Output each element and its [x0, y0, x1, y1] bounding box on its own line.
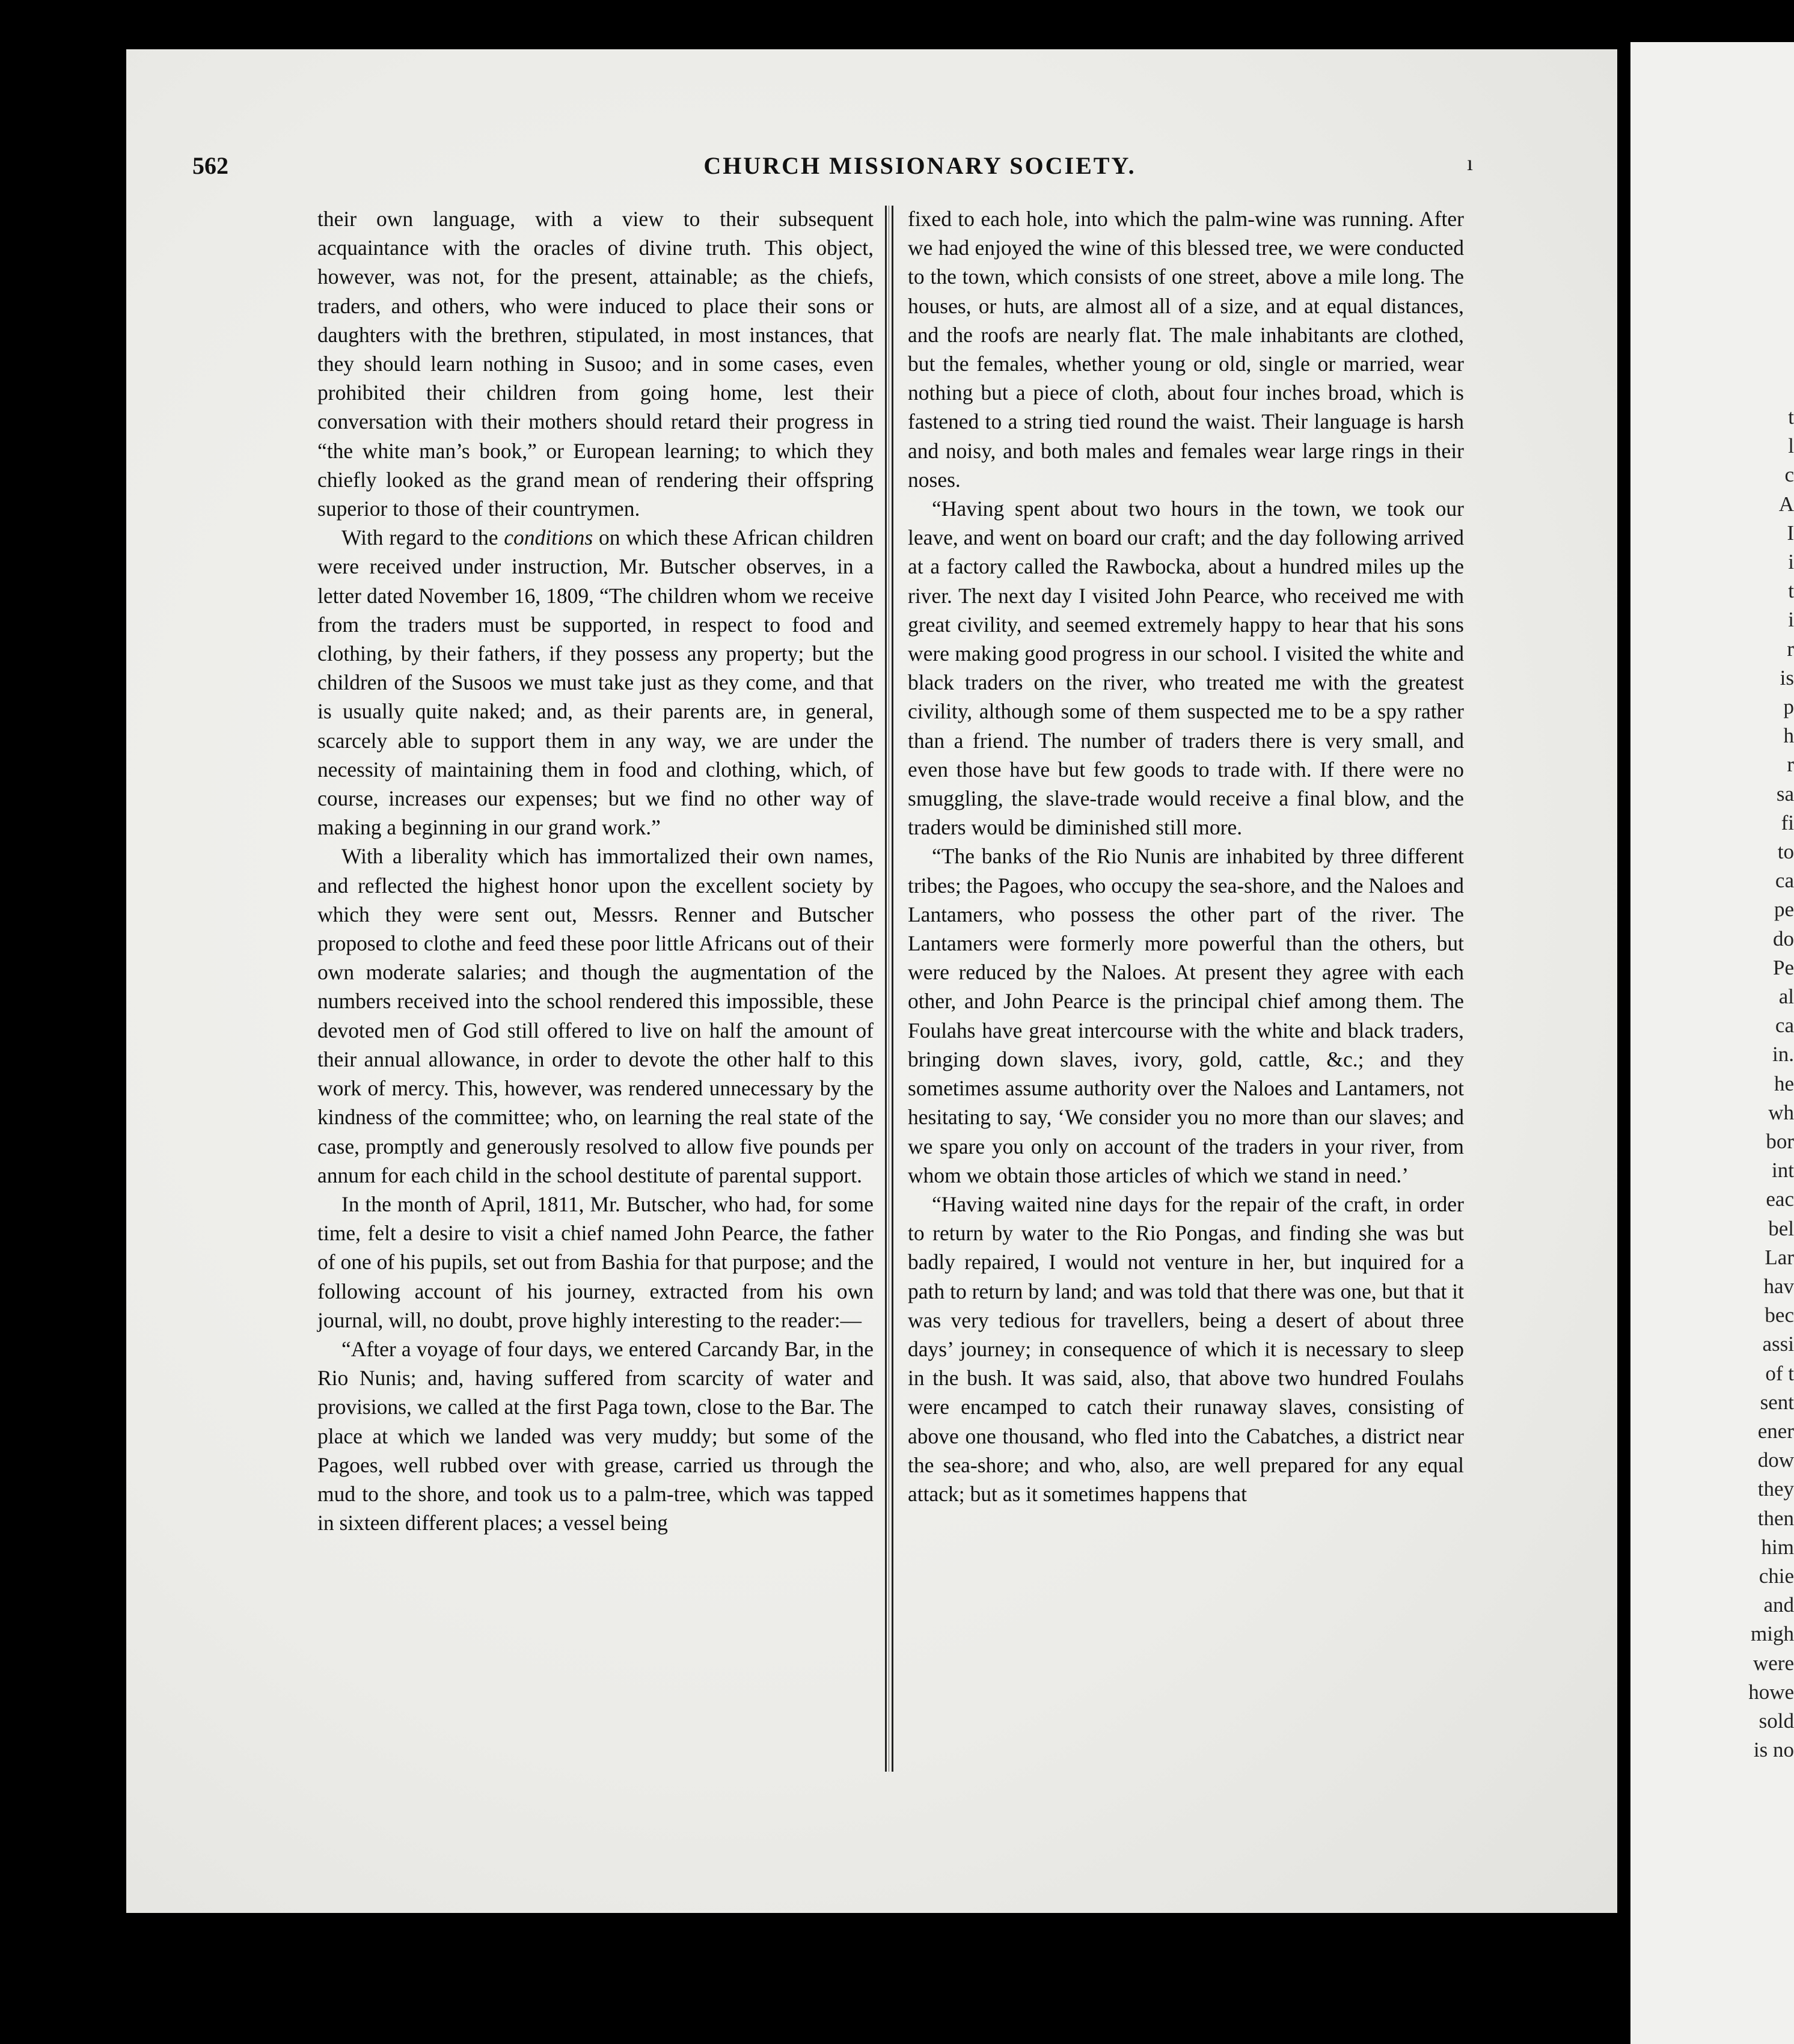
facing-page-fragment: is: [1780, 666, 1794, 690]
paragraph: “After a voyage of four days, we entered Carcandy Bar, in the Rio Nunis; and, having suffered from scarcity of water and provisions, we called at the first Paga town, close to the Bar. The place at which we landed was very muddy; but some of the Pagoes, well rubbed over with grease, carried us through the mud to the shore, and took us to a palm-tree, which was tapped in sixteen different places; a vessel being: [317, 1336, 874, 1535]
facing-page-fragment: do: [1773, 926, 1794, 950]
facing-page-fragment: c: [1784, 463, 1794, 487]
facing-page-fragment: to: [1777, 840, 1794, 863]
column-divider: [885, 206, 893, 1772]
facing-page-fragment: I: [1787, 521, 1794, 545]
paragraph: With a liberality which has immortalized their own names, and reflected the highest honor upon the excellent society by which they were sent out, Messrs. Renner and Butscher proposed to clothe and feed these poor little Africans out of their own moderate salaries; and though the augmentation of the numbers received into the school rendered this impossible, these devoted men of God still offered to live on half the amount of their annual allowance, in order to devote the other half to this work of mercy. This, however, was rendered unnecessary by the kindness of the committee; who, on learning the real state of the case, promptly and generously resolved to allow five pounds per annum for each child in the school destitute of parental support.: [317, 844, 874, 1187]
facing-page-fragment: r: [1787, 637, 1794, 661]
facing-page-fragment: ca: [1775, 869, 1794, 893]
facing-page-fragment: i: [1788, 608, 1794, 632]
facing-page-fragment: Lar: [1765, 1245, 1794, 1269]
facing-page-fragment: t: [1788, 579, 1794, 603]
facing-page-fragment: pe: [1774, 898, 1794, 922]
facing-page-fragment: eac: [1766, 1187, 1794, 1211]
facing-page-fragment: sold: [1759, 1709, 1794, 1733]
facing-page-fragment: sent: [1760, 1390, 1794, 1414]
paragraph: “Having spent about two hours in the town, we took our leave, and went on board our craft; and the day following arrived at a factory called the Rawbocka, about a hundred miles up the river. The next day I visited John Pearce, who received me with great civility, and seemed extremely happy to hear that his sons were making good progress in our school. I visited the white and black traders on the river, who treated me with the greatest civility, although some of them suspected me to be a spy rather than a friend. The number of traders there is very small, and even those have but few goods to trade with. If there were no smuggling, the slave-trade would receive a final blow, and the traders would be diminished still more.: [908, 497, 1464, 840]
paragraph: their own language, with a view to their subsequent acquaintance with the oracles of divine truth. This object, however, was not, for the present, attainable; as the chiefs, traders, and others, who were induced to place their sons or daughters with the brethren, stipulated, in most instances, that they should learn nothing in Susoo; and in some cases, even prohibited their children from going home, lest their conversation with their mothers should retard their progress in “the white man’s book,” or European learning; to which they chiefly looked as the grand mean of rendering their offspring superior to those of their countrymen.: [317, 207, 874, 521]
facing-page-fragment: him: [1761, 1535, 1794, 1559]
facing-page-fragment: and: [1763, 1593, 1794, 1617]
facing-page-fragment: in.: [1772, 1042, 1794, 1066]
facing-page-fragment: is no: [1753, 1738, 1794, 1762]
page-number: 562: [192, 152, 228, 179]
facing-page-fragment: ener: [1757, 1419, 1794, 1443]
facing-page-fragment: wh: [1768, 1100, 1794, 1124]
facing-page-fragment: r: [1787, 753, 1794, 777]
facing-page-fragment: al: [1778, 985, 1794, 1008]
stray-mark: ı: [1467, 151, 1474, 175]
text-run: With regard to the: [341, 525, 504, 550]
facing-page-fragment: Pe: [1773, 955, 1794, 979]
facing-page-fragment: he: [1774, 1071, 1794, 1095]
facing-page-fragment: migh: [1751, 1622, 1794, 1646]
facing-page-fragment: bor: [1766, 1130, 1794, 1153]
text-run: on which these African children were received under instruction, Mr. Butscher observes, in a letter dated November 16, 1809, “The children whom we receive from the traders must be supported, in respect to food and clothing, by their fathers, if they possess any property; but the children of the Susoos we must take just as they come, and that is usually quite naked; and, as their parents are, in general, scarcely able to support them in any way, we are under the necessity of maintaining them in food and clothing, which, of course, increases our expenses; but we find no other way of making a beginning in our grand work.”: [317, 525, 874, 840]
facing-page-fragment: bec: [1765, 1303, 1794, 1327]
facing-page-fragment: ca: [1775, 1014, 1794, 1038]
running-head: CHURCH MISSIONARY SOCIETY.: [703, 152, 1136, 179]
facing-page-fragment: bel: [1768, 1216, 1794, 1240]
facing-page-fragment: A: [1778, 492, 1794, 516]
facing-page-fragment: were: [1753, 1651, 1794, 1675]
left-column: [317, 204, 874, 1537]
facing-page-fragment: then: [1757, 1506, 1794, 1530]
facing-page-fragment: p: [1783, 695, 1794, 718]
paragraph: fixed to each hole, into which the palm-wine was running. After we had enjoyed the wine of this blessed tree, we were conducted to the town, which consists of one street, above a mile long. The houses, or huts, are almost all of a size, and at equal distances, and the roofs are nearly flat. The male inhabitants are clothed, but the females, whether young or old, single or married, wear nothing but a piece of cloth, about four inches broad, which is fastened to a string tied round the waist. Their language is harsh and noisy, and both males and females wear large rings in their noses.: [908, 207, 1464, 492]
paragraph: In the month of April, 1811, Mr. Butscher, who had, for some time, felt a desire to visit a chief named John Pearce, the father of one of his pupils, set out from Bashia for that purpose; and the following account of his journey, extracted from his own journal, will, no doubt, prove highly interesting to the reader:—: [317, 1192, 874, 1332]
right-column: [908, 204, 1464, 1508]
facing-page-fragment: i: [1788, 550, 1794, 574]
facing-page-fragment: of t: [1765, 1361, 1794, 1385]
paragraph: [317, 523, 874, 842]
facing-page-fragment: int: [1772, 1158, 1794, 1183]
facing-page-fragment: hav: [1763, 1274, 1794, 1298]
facing-page-fragment: they: [1757, 1477, 1794, 1501]
facing-page-fragment: howe: [1748, 1680, 1794, 1704]
paragraph: “Having waited nine days for the repair of the craft, in order to return by water to the Rio Pongas, and finding she was but badly repaired, I would not venture in her, but inquired for a path to return by land; and was told that there was one, but that it was very tedious for travellers, being a desert of about three days’ journey; in consequence of which it is necessary to sleep in the bush. It was said, also, that above two hundred Foulahs were encamped to catch their runaway slaves, consisting of above one thousand, who fled into the Cabatches, a district near the sea-shore; and who, also, are well prepared for any equal attack; but as it sometimes happens that: [908, 1192, 1464, 1506]
facing-page-fragment: sa: [1776, 782, 1794, 806]
facing-page-fragment: dow: [1757, 1448, 1794, 1472]
facing-page-edge: [1630, 42, 1794, 2044]
facing-page-fragment: h: [1783, 724, 1794, 748]
facing-page-fragment: fi: [1781, 810, 1794, 834]
facing-page-fragment: t: [1788, 405, 1794, 429]
paragraph: “The banks of the Rio Nunis are inhabited by three different tribes; the Pagoes, who occupy the sea-shore, and the Naloes and Lantamers, who possess the other part of the river. The Lantamers were formerly more powerful than the others, but were reduced by the Naloes. At present they agree with each other, and John Pearce is the principal chief among them. The Foulahs have great intercourse with the white and black traders, bringing down slaves, ivory, gold, cattle, &c.; and they sometimes assume authority over the Naloes and Lantamers, not hesitating to say, ‘We consider you no more than our slaves; and we spare you only on account of the traders in your river, from whom we obtain those articles of which we stand in need.’: [908, 844, 1464, 1187]
facing-page-fragment: chie: [1759, 1564, 1794, 1588]
italic-term: conditions: [504, 525, 593, 550]
facing-page-fragment: assi: [1762, 1332, 1794, 1356]
facing-page-fragment: l: [1788, 434, 1794, 458]
